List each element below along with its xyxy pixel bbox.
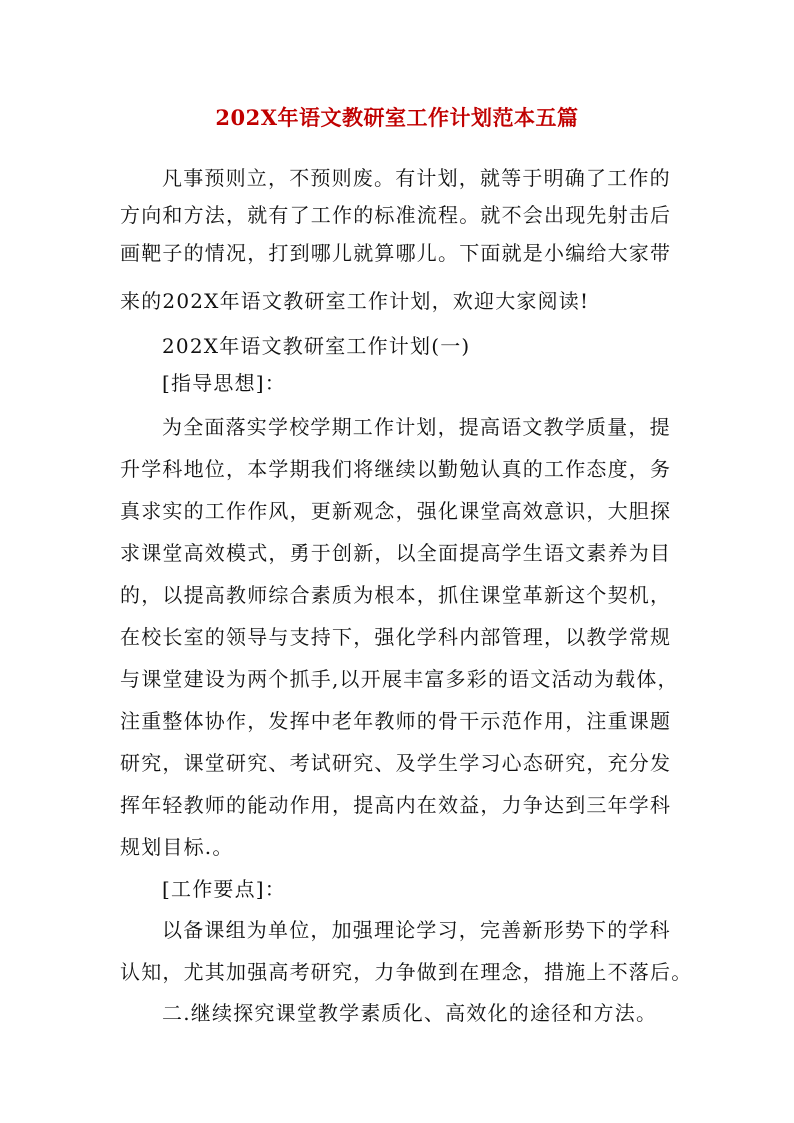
paragraph-line: 求课堂高效模式，勇于创新，以全面提高学生语文素养为目 [120,541,672,565]
paragraph-line: 研究，课堂研究、考试研究、及学生学习心态研究，充分发 [120,751,672,775]
paragraph-line: 以备课组为单位，加强理论学习，完善新形势下的学科 [162,918,671,942]
paragraph-line: 升学科地位，本学期我们将继续以勤勉认真的工作态度，务 [120,457,672,481]
paragraph-line: 挥年轻教师的能动作用，提高内在效益，力争达到三年学科 [120,793,672,817]
document-title: 202X年语文教研室工作计划范本五篇 [215,105,579,130]
paragraph-line: 来的202X年语文教研室工作计划，欢迎大家阅读! [120,289,590,313]
section-label: [指导思想]： [162,371,287,395]
paragraph-line: 方向和方法，就有了工作的标准流程。就不会出现先射击后 [120,203,672,227]
paragraph-line: 规划目标.。 [120,835,234,859]
paragraph-line: 认知，尤其加强高考研究，力争做到在理念，措施上不落后。 [120,960,693,984]
section-heading: 202X年语文教研室工作计划(一) [162,334,471,358]
paragraph-line: 的，以提高教师综合素质为根本，抓住课堂革新这个契机， [120,583,672,607]
paragraph-line: 画靶子的情况，打到哪儿就算哪儿。下面就是小编给大家带 [120,241,672,265]
section-label: [工作要点]： [162,877,287,901]
paragraph-line: 二.继续探究课堂教学素质化、高效化的途径和方法。 [162,1001,658,1025]
paragraph-line: 注重整体协作，发挥中老年教师的骨干示范作用，注重课题 [120,709,672,733]
paragraph-line: 真求实的工作作风，更新观念，强化课堂高效意识，大胆探 [120,499,672,523]
paragraph-line: 与课堂建设为两个抓手,以开展丰富多彩的语文活动为载体， [120,667,679,691]
paragraph-line: 凡事预则立，不预则废。有计划，就等于明确了工作的 [162,166,671,190]
paragraph-line: 在校长室的领导与支持下，强化学科内部管理，以教学常规 [120,625,672,649]
paragraph-line: 为全面落实学校学期工作计划，提高语文教学质量，提 [162,415,671,439]
